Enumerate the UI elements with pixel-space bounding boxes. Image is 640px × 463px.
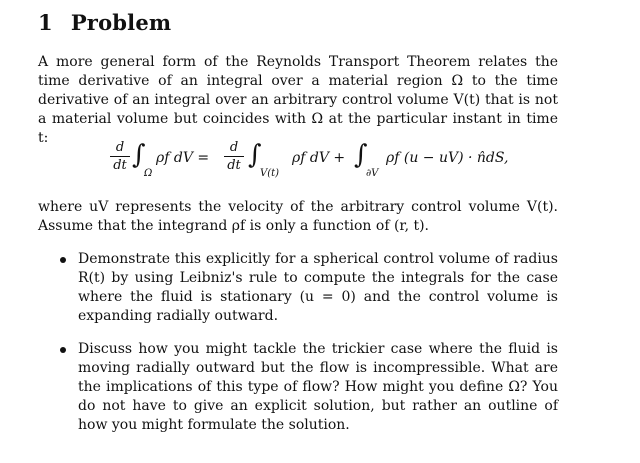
- list-item-text: Discuss how you might tackle the trickier case where the fluid is moving radially outward but the flow is incompressible. What are the implications of this type of flow? How might you define Ω? You do not have to give an explicit solution, but rather an outline of how you might formulate the solution.: [78, 341, 558, 433]
- integrand-3: ρf (u − uV) · n̂dS,: [386, 150, 509, 166]
- list-item: [60, 250, 558, 326]
- integral-sign-2: ∫: [248, 140, 262, 170]
- task-list: [60, 250, 558, 435]
- derivative-operator-1: [110, 140, 130, 173]
- section-heading: [38, 10, 171, 35]
- bullet-dot-icon: [60, 347, 66, 353]
- list-item: [60, 340, 558, 435]
- integrand-2: ρf dV +: [292, 150, 346, 166]
- list-item-text: Demonstrate this explicitly for a spherical control volume of radius R(t) by using Leibniz's rule to compute the integrals for the case where the fluid is stationary (u = 0) and the control volume is expanding radially outward.: [78, 251, 558, 324]
- region-control-volume: V(t): [260, 168, 280, 179]
- numerator-d: d: [115, 140, 125, 155]
- derivative-operator-2: [224, 140, 244, 173]
- integral-sign-3: ∫: [354, 140, 368, 170]
- section-title: Problem: [70, 10, 172, 35]
- denominator-dt: dt: [113, 158, 127, 173]
- region-omega: Ω: [144, 168, 153, 179]
- bullet-dot-icon: [60, 257, 66, 263]
- denominator-dt-2: dt: [227, 158, 241, 173]
- region-boundary: ∂V: [366, 168, 379, 179]
- integrand-1: ρf dV =: [156, 150, 210, 166]
- intro-paragraph: A more general form of the Reynolds Transport Theorem relates the time derivative of an integral over a material region Ω to the time derivative of an integral over an arbitrary control volume V(t) that is not a material volume but coincides with Ω at the particular instant in time t:: [38, 54, 558, 146]
- reynolds-equation: [110, 138, 530, 190]
- section-number: 1: [38, 10, 53, 35]
- after-equation-paragraph: where uV represents the velocity of the arbitrary control volume V(t). Assume that the integrand ρf is only a function of (r, t).: [38, 199, 558, 234]
- numerator-d-2: d: [229, 140, 239, 155]
- integral-sign-1: ∫: [132, 140, 146, 170]
